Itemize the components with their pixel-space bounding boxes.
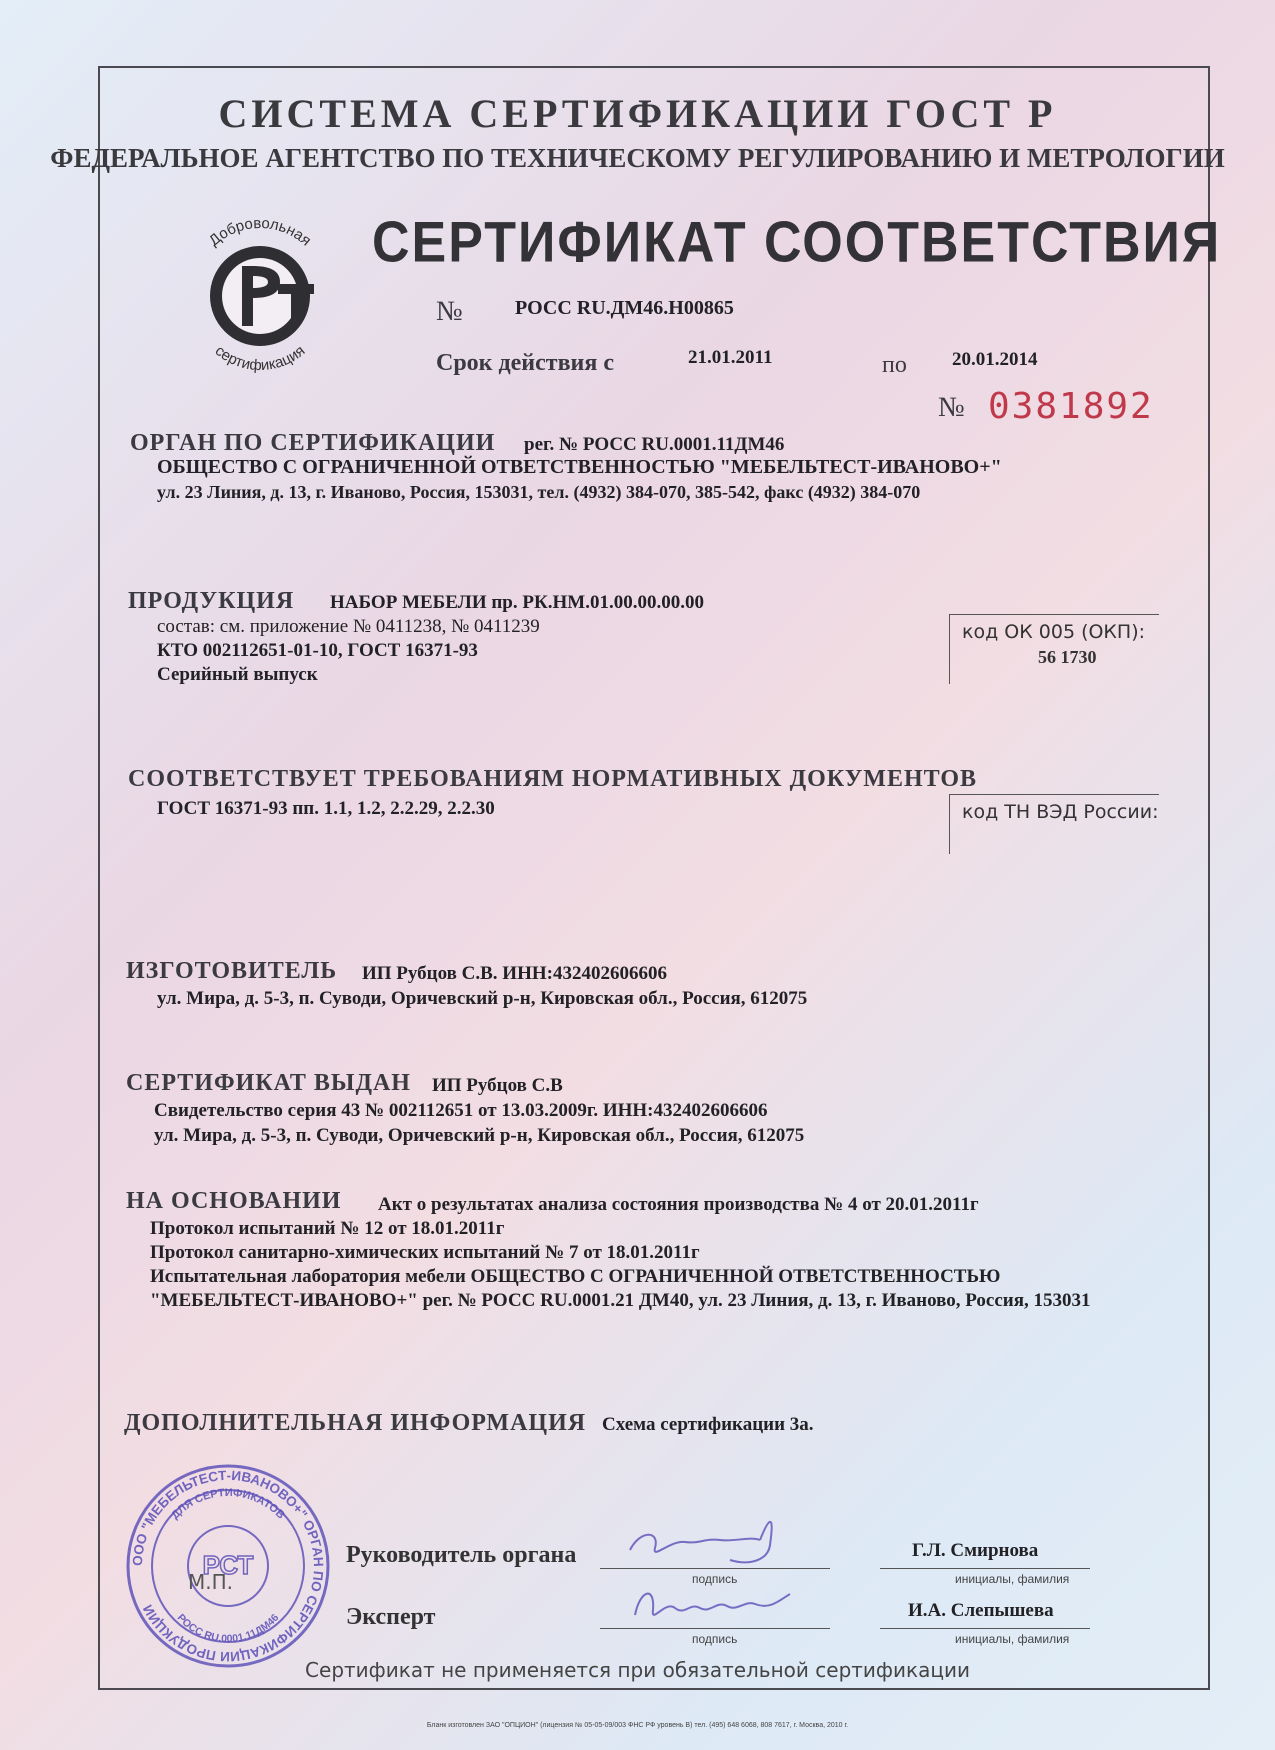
svg-text:ООО "МЕБЕЛЬТЕСТ-ИВАНОВО+" ОРГА: ООО "МЕБЕЛЬТЕСТ-ИВАНОВО+" ОРГАН ПО СЕРТИФИКАЦИИ ПРОДУКЦИИ xyxy=(129,1467,327,1665)
validity-label: Срок действия с xyxy=(436,350,614,376)
svg-text:Добровольная: Добровольная xyxy=(205,214,315,250)
okp-box xyxy=(949,614,1159,684)
stamp-mp: М.П. xyxy=(188,1570,234,1594)
svg-text:РСТ: РСТ xyxy=(202,1550,254,1580)
blank-number: 0381892 xyxy=(988,386,1154,427)
product-heading: ПРОДУКЦИЯ xyxy=(128,588,295,614)
basis-line-2: Протокол санитарно-химических испытаний № 7 от 18.01.2011г xyxy=(150,1242,700,1263)
product-line-2: КТО 002112651-01-10, ГОСТ 16371-93 xyxy=(157,640,478,661)
product-line-3: Серийный выпуск xyxy=(157,664,318,685)
compliance-value: ГОСТ 16371-93 пп. 1.1, 1.2, 2.2.29, 2.2.30 xyxy=(157,798,495,819)
expert-name-caption: инициалы, фамилия xyxy=(955,1632,1070,1646)
seal-stamp xyxy=(118,1456,338,1676)
cert-body-address: ул. 23 Линия, д. 13, г. Иваново, Россия, 153031, тел. (4932) 384-070, 385-542, факс (4932) 384-070 xyxy=(157,482,921,502)
certificate-number: РОСС RU.ДМ46.Н00865 xyxy=(515,297,734,319)
issued-heading: СЕРТИФИКАТ ВЫДАН xyxy=(126,1070,411,1096)
expert-signature-icon xyxy=(605,1570,805,1640)
svg-text:ДЛЯ СЕРТИФИКАТОВ: ДЛЯ СЕРТИФИКАТОВ xyxy=(169,1486,287,1522)
head-name-caption: инициалы, фамилия xyxy=(955,1572,1070,1586)
okp-value: 56 1730 xyxy=(1038,647,1097,667)
compliance-heading: СООТВЕТСТВУЕТ ТРЕБОВАНИЯМ НОРМАТИВНЫХ ДОКУМЕНТОВ xyxy=(128,766,977,792)
agency-heading: ФЕДЕРАЛЬНОЕ АГЕНТСТВО ПО ТЕХНИЧЕСКОМУ РЕГУЛИРОВАНИЮ И МЕТРОЛОГИИ xyxy=(50,143,1225,173)
product-line-1: состав: см. приложение № 0411238, № 0411239 xyxy=(157,616,540,637)
expert-label: Эксперт xyxy=(346,1604,436,1630)
validity-to: 20.01.2014 xyxy=(952,349,1038,370)
additional-heading: ДОПОЛНИТЕЛЬНАЯ ИНФОРМАЦИЯ xyxy=(124,1410,587,1436)
issued-line-2: ул. Мира, д. 5-3, п. Суводи, Оричевский р-н, Кировская обл., Россия, 612075 xyxy=(154,1125,805,1146)
validity-to-label: по xyxy=(882,352,907,378)
head-name-line xyxy=(880,1568,1090,1569)
validity-from: 21.01.2011 xyxy=(688,347,773,368)
svg-text:РОСС RU.0001.11ДМ46: РОСС RU.0001.11ДМ46 xyxy=(174,1611,282,1646)
certificate-title: СЕРТИФИКАТ СООТВЕТСТВИЯ xyxy=(372,211,1222,275)
system-heading: СИСТЕМА СЕРТИФИКАЦИИ ГОСТ Р xyxy=(218,91,1057,136)
footer-note: Сертификат не применяется при обязательной сертификации xyxy=(305,1658,970,1682)
cert-body-reg: рег. № РОСС RU.0001.11ДМ46 xyxy=(524,434,785,455)
issued-line-1: Свидетельство серия 43 № 002112651 от 13.03.2009г. ИНН:432402606606 xyxy=(154,1100,768,1121)
rst-logo-icon xyxy=(180,214,340,374)
cert-body-name: ОБЩЕСТВО С ОГРАНИЧЕННОЙ ОТВЕТСТВЕННОСТЬЮ "МЕБЕЛЬТЕСТ-ИВАНОВО+" xyxy=(157,456,1002,478)
manufacturer-address: ул. Мира, д. 5-3, п. Суводи, Оричевский р-н, Кировская обл., Россия, 612075 xyxy=(157,988,808,1009)
head-label: Руководитель органа xyxy=(346,1542,577,1568)
blank-number-label: № xyxy=(938,392,965,423)
product-name: НАБОР МЕБЕЛИ пр. РК.НМ.01.00.00.00.00 xyxy=(330,592,704,613)
basis-line-0: Акт о результатах анализа состояния производства № 4 от 20.01.2011г xyxy=(378,1194,979,1215)
additional-value: Схема сертификации 3а. xyxy=(602,1414,814,1435)
manufacturer-name: ИП Рубцов С.В. ИНН:432402606606 xyxy=(362,963,667,984)
printer-imprint: Бланк изготовлен ЗАО "ОПЦИОН" (лицензия № 05-05-09/003 ФНС РФ уровень В) тел. (495) 648 6068, 808 7617, г. Москва, 2010 г. xyxy=(426,1722,849,1729)
issued-name: ИП Рубцов С.В xyxy=(432,1075,563,1096)
head-signature-icon xyxy=(610,1500,810,1580)
expert-name: И.А. Слепышева xyxy=(908,1600,1054,1621)
head-name: Г.Л. Смирнова xyxy=(912,1540,1039,1561)
okp-label: код ОК 005 (ОКП): xyxy=(962,621,1146,643)
expert-sign-caption: подпись xyxy=(692,1632,738,1646)
number-label: № xyxy=(436,296,463,327)
head-sign-caption: подпись xyxy=(692,1572,738,1586)
svg-text:сертификация: сертификация xyxy=(211,342,309,374)
basis-line-1: Протокол испытаний № 12 от 18.01.2011г xyxy=(150,1218,505,1239)
basis-line-3: Испытательная лаборатория мебели ОБЩЕСТВО С ОГРАНИЧЕННОЙ ОТВЕТСТВЕННОСТЬЮ xyxy=(150,1266,1001,1287)
cert-body-heading: ОРГАН ПО СЕРТИФИКАЦИИ xyxy=(130,430,496,456)
basis-line-4: "МЕБЕЛЬТЕСТ-ИВАНОВО+" рег. № РОСС RU.0001.21 ДМ40, ул. 23 Линия, д. 13, г. Иваново, Россия, 153031 xyxy=(150,1290,1091,1311)
manufacturer-heading: ИЗГОТОВИТЕЛЬ xyxy=(126,958,338,984)
expert-name-line xyxy=(880,1628,1090,1629)
basis-heading: НА ОСНОВАНИИ xyxy=(126,1188,342,1214)
tnved-label: код ТН ВЭД России: xyxy=(962,801,1159,823)
tnved-box xyxy=(949,794,1159,854)
